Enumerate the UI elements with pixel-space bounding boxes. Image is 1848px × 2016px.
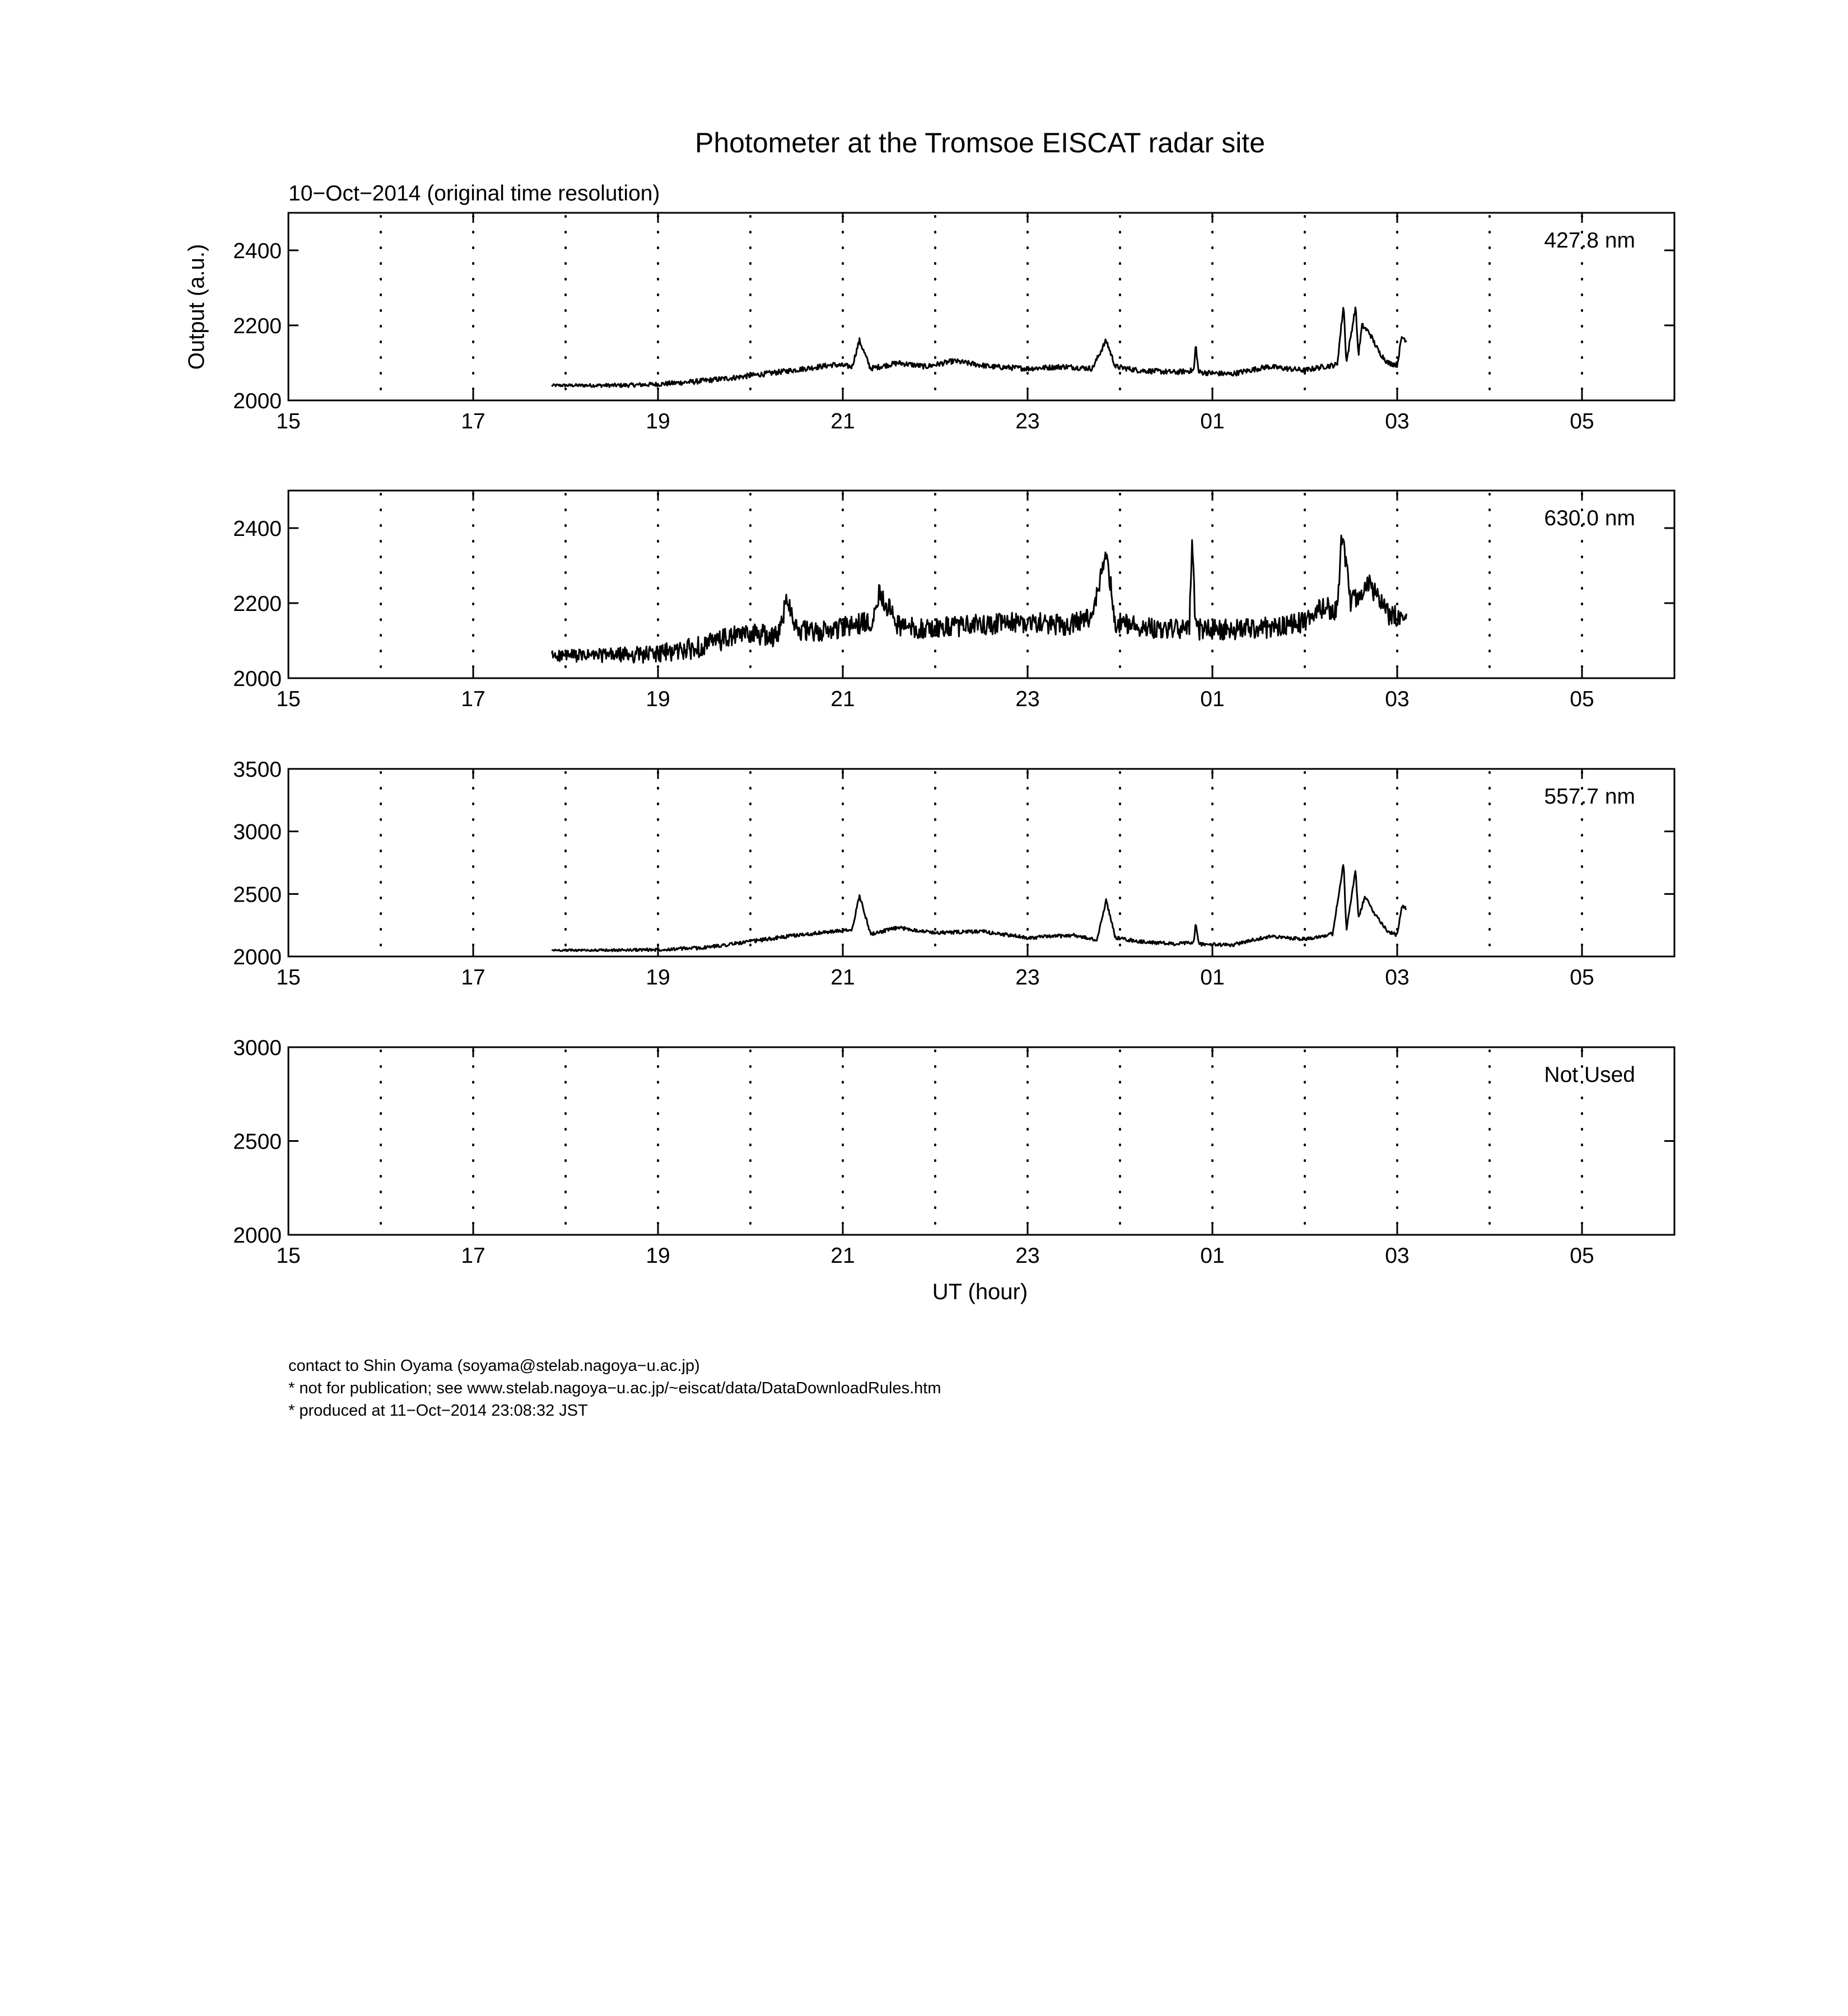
y-tick-label: 2000 xyxy=(233,945,282,969)
x-tick-label: 21 xyxy=(830,409,855,433)
y-axis-label: Output (a.u.) xyxy=(184,244,209,370)
x-tick-label: 03 xyxy=(1385,965,1410,990)
chart-panel-0 xyxy=(233,213,1674,433)
x-tick-label: 05 xyxy=(1570,409,1594,433)
x-tick-label: 15 xyxy=(276,409,301,433)
chart-panel-3 xyxy=(233,1036,1674,1268)
x-tick-label: 15 xyxy=(276,965,301,990)
x-tick-label: 17 xyxy=(461,687,486,711)
x-tick-label: 19 xyxy=(646,965,670,990)
y-tick-label: 3000 xyxy=(233,820,282,844)
x-tick-label: 19 xyxy=(646,1244,670,1268)
y-tick-label: 2000 xyxy=(233,389,282,413)
x-tick-label: 21 xyxy=(830,687,855,711)
data-series-line xyxy=(552,535,1406,662)
footer-line-contact: contact to Shin Oyama (soyama@stelab.nagoya−u.ac.jp) xyxy=(288,1357,700,1375)
data-series-line xyxy=(552,865,1406,951)
plot-frame xyxy=(288,769,1674,956)
x-tick-label: 17 xyxy=(461,409,486,433)
plot-frame xyxy=(288,1047,1674,1235)
x-tick-label: 17 xyxy=(461,1244,486,1268)
x-tick-label: 01 xyxy=(1200,409,1225,433)
channel-label: 557.7 nm xyxy=(1544,785,1635,809)
footer-line-produced: * produced at 11−Oct−2014 23:08:32 JST xyxy=(288,1402,588,1420)
chart-panel-2 xyxy=(233,758,1674,990)
plot-frame xyxy=(288,491,1674,678)
data-series-line xyxy=(552,307,1406,387)
x-axis-label: UT (hour) xyxy=(932,1280,1028,1304)
x-tick-label: 21 xyxy=(830,1244,855,1268)
x-tick-label: 19 xyxy=(646,687,670,711)
x-tick-label: 01 xyxy=(1200,687,1225,711)
plot-frame xyxy=(288,213,1674,400)
y-tick-label: 3000 xyxy=(233,1036,282,1060)
x-tick-label: 05 xyxy=(1570,687,1594,711)
figure-title: Photometer at the Tromsoe EISCAT radar site xyxy=(694,127,1266,158)
chart-panels xyxy=(233,213,1674,1268)
x-tick-label: 17 xyxy=(461,965,486,990)
figure-subtitle: 10−Oct−2014 (original time resolution) xyxy=(288,181,660,206)
x-tick-label: 01 xyxy=(1200,965,1225,990)
channel-label: 427.8 nm xyxy=(1544,228,1635,253)
x-tick-label: 23 xyxy=(1015,687,1040,711)
y-tick-label: 2500 xyxy=(233,883,282,907)
x-tick-label: 23 xyxy=(1015,1244,1040,1268)
y-tick-label: 2400 xyxy=(233,239,282,263)
x-tick-label: 15 xyxy=(276,687,301,711)
y-tick-label: 2400 xyxy=(233,517,282,541)
x-tick-label: 03 xyxy=(1385,409,1410,433)
x-tick-label: 19 xyxy=(646,409,670,433)
x-tick-label: 23 xyxy=(1015,409,1040,433)
y-tick-label: 2200 xyxy=(233,314,282,338)
channel-label: Not Used xyxy=(1544,1063,1635,1087)
x-tick-label: 15 xyxy=(276,1244,301,1268)
y-tick-label: 2200 xyxy=(233,592,282,616)
x-tick-label: 01 xyxy=(1200,1244,1225,1268)
x-tick-label: 05 xyxy=(1570,1244,1594,1268)
x-tick-label: 23 xyxy=(1015,965,1040,990)
y-tick-label: 2500 xyxy=(233,1130,282,1154)
y-tick-label: 3500 xyxy=(233,758,282,782)
x-tick-label: 05 xyxy=(1570,965,1594,990)
y-tick-label: 2000 xyxy=(233,667,282,691)
chart-panel-1 xyxy=(233,491,1674,711)
x-tick-label: 03 xyxy=(1385,1244,1410,1268)
channel-label: 630.0 nm xyxy=(1544,506,1635,530)
footer-line-rules: * not for publication; see www.stelab.nagoya−u.ac.jp/~eiscat/data/DataDownloadRules.htm xyxy=(288,1379,941,1397)
x-tick-label: 03 xyxy=(1385,687,1410,711)
y-tick-label: 2000 xyxy=(233,1224,282,1248)
x-tick-label: 21 xyxy=(830,965,855,990)
